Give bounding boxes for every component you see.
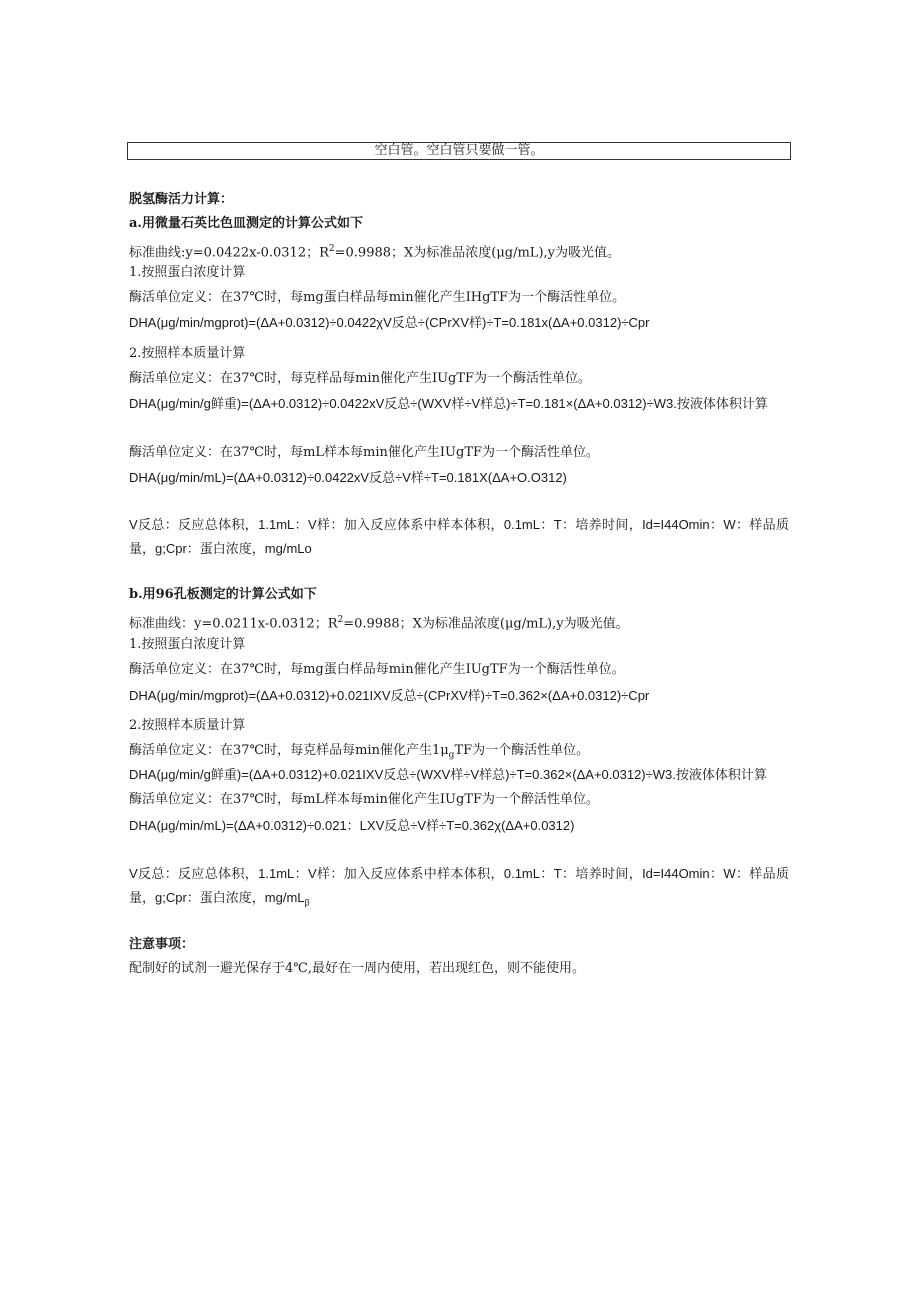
def-text-b2-post: TF为一个酶活性单位。 (454, 743, 590, 758)
section-b-sub2-heading: 2.按照样本质量计算 (129, 718, 246, 733)
section-a-notes: V反总：反应总体积，1.1mL：V样：加入反应体系中样本体积，0.1mL：T：培养时间，Id=I44Omin：W：样品质量，g;Cpr：蛋白浓度，mg/mLo (129, 517, 789, 556)
section-a-sub3-formula: DHA(μg/min/mL)=(ΔA+0.0312)÷0.0422xV反总÷V样÷T=0.181X(ΔA+O.O312) (129, 470, 567, 485)
section-b-sub3-formula: DHA(μg/min/mL)=(ΔA+0.0312)÷0.021：LXV反总÷V样÷T=0.362χ(ΔA+0.0312) (129, 818, 575, 833)
section-b-sub3-definition: 酶活单位定义：在37℃时，每mL样本每min催化产生IUgTF为一个醉活性单位。 (129, 792, 600, 807)
section-a-sub3-definition: 酶活单位定义：在37℃时，每mL样本每min催化产生IUgTF为一个酶活性单位。 (129, 445, 600, 460)
curve-text-a: 标准曲线:y=0.0422x-0.0312；R (129, 245, 329, 261)
notes-text-b: V反总：反应总体积，1.1mL：V样：加入反应体系中样本体积，0.1mL：T：培养时间，Id=I44Omin：W：样品质量，g;Cpr：蛋白浓度，mg/mL (129, 866, 789, 905)
table-row (127, 142, 791, 160)
section-b-notes (129, 862, 789, 915)
curve-text-a-post: =0.9988；X为标准品浓度(μg/mL),y为吸光值。 (334, 245, 620, 261)
section-a-sub1-heading: 1.按照蛋白浓度计算 (129, 265, 246, 280)
curve-text-b: 标准曲线：y=0.0211x-0.0312；R (129, 616, 338, 632)
section-b-sub2-formula: DHA(μg/min/g鲜重)=(ΔA+0.0312)+0.021IXV反总÷(WXV样÷V样总)÷T=0.362×(ΔA+0.0312)÷W3.按液体体积计算 (129, 767, 767, 782)
section-a-sub2-heading: 2.按照样本质量计算 (129, 346, 246, 361)
section-a-sub2-definition: 酶活单位定义：在37℃时，每克样品每min催化产生IUgTF为一个酶活性单位。 (129, 371, 592, 386)
caution-heading: 注意事项： (129, 937, 195, 952)
def-text-b2: 酶活单位定义：在37℃时，每克样品每min催化产生1μ (129, 743, 449, 758)
section-b-sub1-definition: 酶活单位定义：在37℃时，每mg蛋白样品每min催化产生IUgTF为一个酶活性单位。 (129, 662, 625, 677)
section-a-sub2-formula: DHA(μg/min/g鲜重)=(ΔA+0.0312)÷0.0422xV反总÷(WXV样÷V样总)÷T=0.181×(ΔA+0.0312)÷W3.按液体体积计算 (129, 396, 768, 411)
section-a-sub1-formula: DHA(μg/min/mgprot)=(ΔA+0.0312)÷0.0422χV反总÷(CPrXV样)÷T=0.181x(ΔA+0.0312)÷Cpr (129, 315, 650, 330)
section-b-standard-curve (129, 612, 629, 632)
curve-sup-b: 2 (337, 615, 344, 625)
section-b-sub1-heading: 1.按照蛋白浓度计算 (129, 637, 246, 652)
section-a-standard-curve (129, 241, 620, 261)
def-sub-b2: g (448, 750, 455, 761)
curve-sup-a: 2 (328, 244, 335, 254)
section-b-sub2-definition (129, 743, 589, 764)
section-b-heading: b.用96孔板测定的计算公式如下 (129, 587, 317, 602)
section-a-sub1-definition: 酶活单位定义：在37℃时，每mg蛋白样品每min催化产生IHgTF为一个酶活性单位。 (129, 290, 626, 305)
section-b-sub1-formula: DHA(μg/min/mgprot)=(ΔA+0.0312)+0.021IXV反总÷(CPrXV样)÷T=0.362×(ΔA+0.0312)÷Cpr (129, 688, 650, 703)
notes-sub-b: β (304, 897, 310, 908)
section-title: 脱氢酶活力计算： (129, 192, 234, 207)
table-row-text: 空白管。空白管只要做一管。 (374, 143, 544, 158)
curve-text-b-post: =0.9988；X为标准品浓度(μg/mL),y为吸光值。 (343, 616, 629, 632)
section-a-heading: a.用微量石英比色皿测定的计算公式如下 (129, 216, 363, 231)
caution-text: 配制好的试剂一避光保存于4℃,最好在一周内使用，若出现红色，则不能使用。 (129, 961, 585, 976)
